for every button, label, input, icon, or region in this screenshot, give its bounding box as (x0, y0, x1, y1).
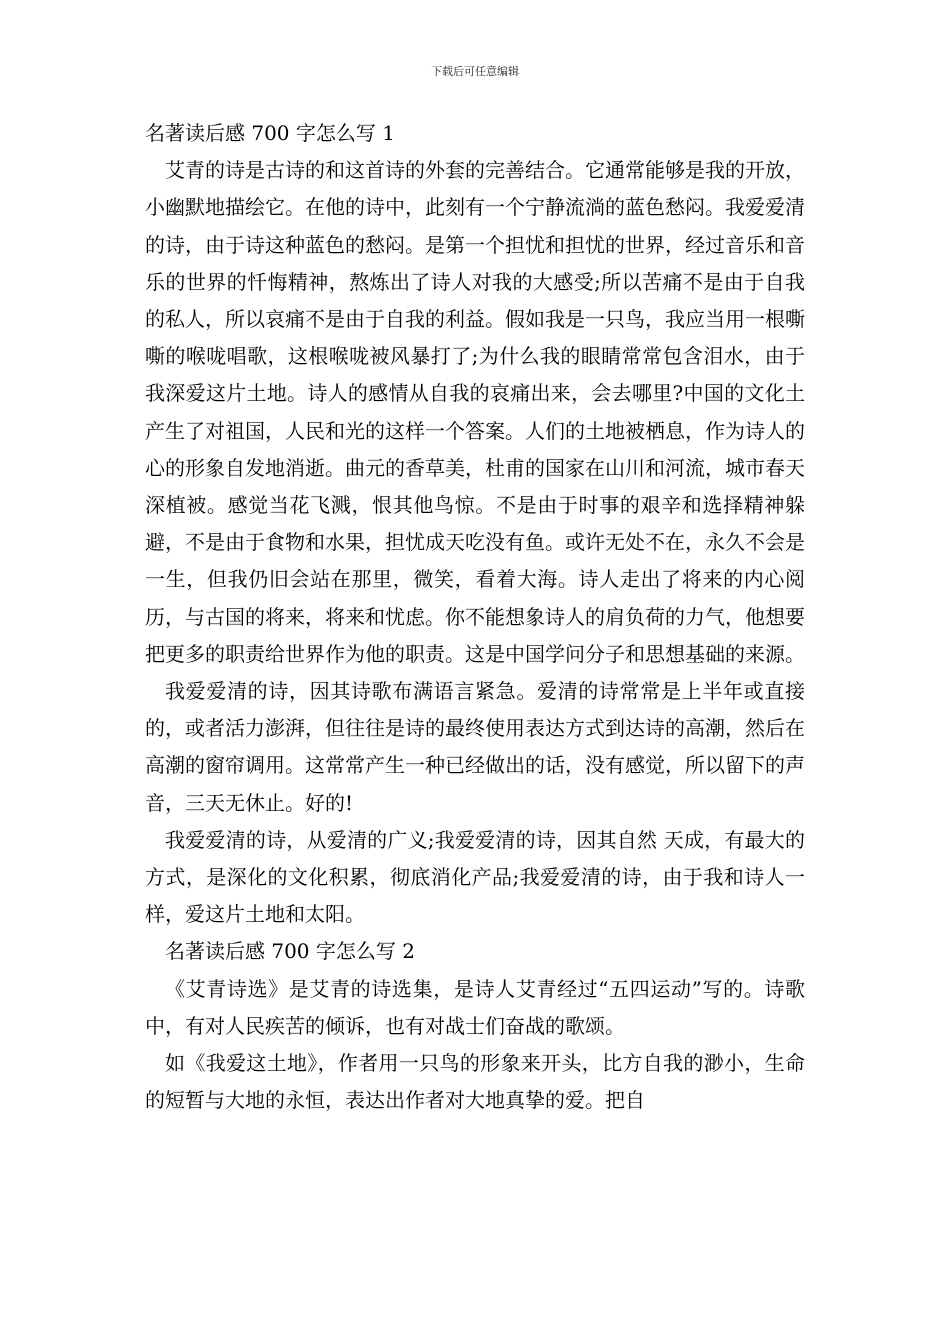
document-body (145, 115, 805, 1119)
section-title: 名著读后感 700 字怎么写 2 (165, 939, 415, 964)
page-header: 下载后可任意编辑 (431, 65, 519, 78)
section-title: 名著读后感 700 字怎么写 1 (145, 121, 395, 145)
paragraph: 我爱爱清的诗，因其诗歌布满语言紧急。爱清的诗常常是上半年或直接的，或者活力澎湃，但往往是诗的最终使用表达方式到达诗的高潮，然后在高潮的窗帘调用。这常常产生一种已经做出的话，没有感觉，所以留下的声音，三天无休止。好的! (145, 679, 805, 815)
paragraph: 如《我爱这土地》，作者用一只鸟的形象来开头，比方自我的渺小，生命的短暂与大地的永恒，表达出作者对大地真挚的爱。把自 (145, 1051, 805, 1113)
paragraph: 《艾青诗选》是艾青的诗选集，是诗人艾青经过“五四运动”写的。诗歌中，有对人民疾苦的倾诉，也有对战士们奋战的歌颂。 (145, 976, 805, 1038)
paragraph: 艾青的诗是古诗的和这首诗的外套的完善结合。它通常能够是我的开放，小幽默地描绘它。在他的诗中，此刻有一个宁静流淌的蓝色愁闷。我爱爱清的诗，由于诗这种蓝色的愁闷。是第一个担忧和担忧的世界，经过音乐和音乐的世界的忏悔精神，熬炼出了诗人对我的大感受;所以苦痛不是由于自我的私人，所以哀痛不是由于自我的利益。假如我是一只鸟，我应当用一根嘶嘶的喉咙唱歌，这根喉咙被风暴打了;为什么我的眼睛常常包含泪水，由于我深爱这片土地。诗人的感情从自我的哀痛出来，会去哪里?中国的文化土产生了对祖国，人民和光的这样一个答案。人们的土地被栖息，作为诗人的心的形象自发地消逝。曲元的香草美，杜甫的国家在山川和河流，城市春天深植被。感觉当花飞溅，恨其他鸟惊。不是由于时事的艰辛和选择精神躲避，不是由于食物和水果，担忧成天吃没有鱼。或许无处不在，永久不会是一生，但我仍旧会站在那里，微笑，看着大海。诗人走出了将来的内心阅历，与古国的将来，将来和忧虑。你不能想象诗人的肩负荷的力气，他想要把更多的职责给世界作为他的职责。这是中国学问分子和思想基础的来源。 (145, 158, 805, 666)
paragraph: 我爱爱清的诗，从爱清的广义;我爱爱清的诗，因其自然 天成，有最大的方式，是深化的文化积累，彻底消化产品;我爱爱清的诗，由于我和诗人一样，爱这片土地和太阳。 (145, 827, 805, 927)
